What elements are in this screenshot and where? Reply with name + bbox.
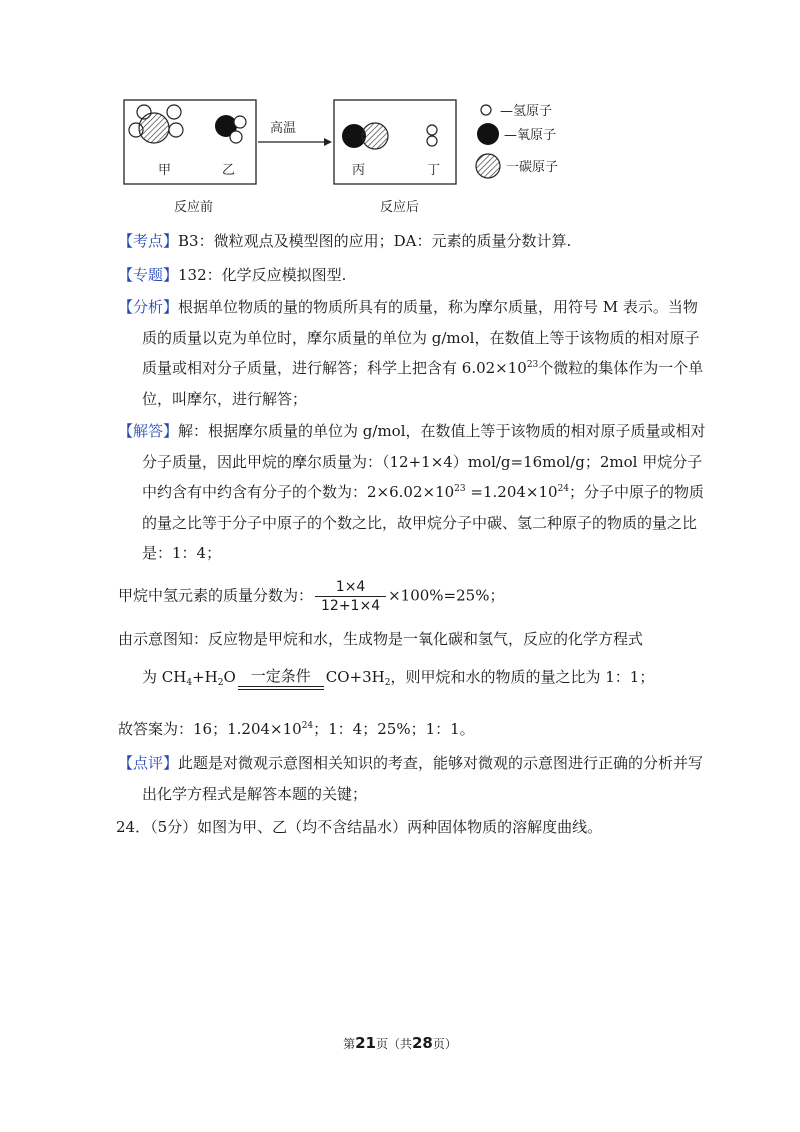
fenxi-section xyxy=(118,292,712,414)
kaodian-text: B3：微粒观点及模型图的应用；DA：元素的质量分数计算. xyxy=(178,232,572,250)
answer-prefix: 故答案为：16；1.204×10 xyxy=(118,720,302,738)
label-jia: 甲 xyxy=(158,163,172,178)
label-yi: 乙 xyxy=(222,163,236,178)
mass-fraction-prefix: 甲烷中氢元素的质量分数为： xyxy=(118,586,314,605)
label-ding: 丁 xyxy=(427,163,441,178)
jieda-section xyxy=(118,416,712,569)
fenxi-tag: 【分析】 xyxy=(118,298,179,316)
question-24: 24．（5分）如图为甲、乙（均不含结晶水）两种固体物质的溶解度曲线。 xyxy=(116,818,603,836)
footer-p1: 第 xyxy=(343,1037,356,1051)
hydrogen-legend-icon xyxy=(481,105,491,115)
legend-oxygen: —氧原子 xyxy=(504,128,557,143)
jieda-sup-1: 23 xyxy=(454,484,466,494)
oxygen-legend-icon xyxy=(477,123,499,145)
fenxi-text-1: 根据单位物质的量的物质所具有的质量，称为摩尔质量，用符号 M 表示。当物质的质量以克为单位时，摩尔质量的单位为 g/mol，在数值上等于该物质的相对原子质量或相对分子质量，进行解答；科学上把含有 6.02×10 xyxy=(142,298,700,377)
dianping-text: 此题是对微观示意图相关知识的考查，能够对微观的示意图进行正确的分析并写出化学方程式是解答本题的关键； xyxy=(142,754,704,803)
co-molecule xyxy=(342,123,388,149)
legend-hydrogen: —氢原子 xyxy=(500,104,553,119)
answer-line xyxy=(118,718,475,739)
jieda-sup-2: 24 xyxy=(557,484,570,494)
fraction-denominator: 12+1×4 xyxy=(321,598,381,614)
eq-h2o-sub: 2 xyxy=(217,678,224,688)
reaction-condition xyxy=(238,666,324,690)
footer-page: 21 xyxy=(355,1034,376,1052)
mass-fraction-line xyxy=(118,578,504,615)
jieda-text-2: =1.204×10 xyxy=(465,483,558,501)
jieda-tag: 【解答】 xyxy=(118,422,179,440)
jieda-text-1: 解：根据摩尔质量的单位为 g/mol，在数值上等于该物质的相对原子质量或相对分子质量，因此甲烷的摩尔质量为：（12+1×4）mol/g=16mol/g；2mol 甲烷分子中约含有中约含有分子的个数为：2×6.02×10 xyxy=(142,422,706,501)
zhuanti-tag: 【专题】 xyxy=(118,266,179,284)
water-molecule xyxy=(215,115,246,143)
caption-after: 反应后 xyxy=(380,200,420,215)
zhuanti-text: 132：化学反应模拟图型. xyxy=(178,266,347,284)
answer-suffix: ；1：4；25%；1：1。 xyxy=(313,720,475,738)
kaodian-tag: 【考点】 xyxy=(118,232,179,250)
arrow-label: 高温 xyxy=(270,121,297,136)
fenxi-text-2: 个微粒的集体作为一个单位，叫摩尔，进行解答； xyxy=(142,359,704,408)
eq-ch4-sub: 4 xyxy=(186,678,193,688)
arrow-head xyxy=(324,138,332,146)
dianping-tag: 【点评】 xyxy=(118,754,179,772)
legend xyxy=(476,104,558,178)
mass-fraction-suffix: ×100%=25%； xyxy=(388,586,505,605)
answer-sup: 24 xyxy=(301,721,314,731)
fraction-numerator: 1×4 xyxy=(315,578,386,597)
kaodian-section xyxy=(118,226,712,257)
eq-prefix: 为 CH xyxy=(142,668,187,686)
eq-h2-sub: 2 xyxy=(384,678,391,688)
footer-p2: 页（共 xyxy=(375,1037,412,1051)
footer-total: 28 xyxy=(412,1034,433,1052)
condition-text: 一定条件 xyxy=(250,667,311,685)
chemical-equation xyxy=(142,666,654,690)
fenxi-sup: 23 xyxy=(526,360,539,370)
legend-carbon: 一碳原子 xyxy=(506,160,559,175)
reaction-diagram xyxy=(118,96,588,221)
mass-fraction-fraction xyxy=(315,578,386,615)
page-footer xyxy=(0,1034,800,1052)
footer-p3: 页） xyxy=(432,1037,457,1051)
equation-intro: 由示意图知：反应物是甲烷和水，生成物是一氧化碳和氢气，反应的化学方程式 xyxy=(118,630,644,648)
carbon-legend-icon xyxy=(476,154,500,178)
methane-molecule xyxy=(129,105,183,143)
jieda-text-3: ；分子中原子的物质的量之比等于分子中原子的个数之比，故甲烷分子中碳、氢二种原子的物质的量之比是：1：4； xyxy=(142,483,705,562)
label-bing: 丙 xyxy=(352,163,366,178)
h2-molecule xyxy=(427,125,437,146)
caption-before: 反应前 xyxy=(174,200,214,215)
eq-product: CO+3H xyxy=(325,668,385,686)
zhuanti-section xyxy=(118,260,712,291)
eq-mid2: O xyxy=(223,668,236,686)
eq-mid1: +H xyxy=(192,668,218,686)
eq-suffix: ，则甲烷和水的物质的量之比为 1：1； xyxy=(390,668,655,686)
dianping-section xyxy=(118,748,712,809)
equals-bars xyxy=(238,686,324,690)
